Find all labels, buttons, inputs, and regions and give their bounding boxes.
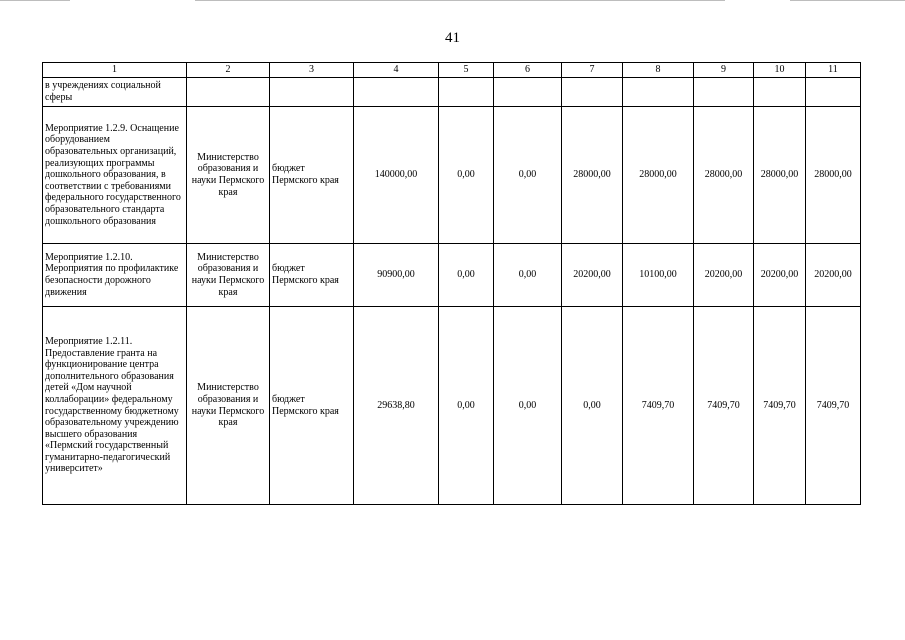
value-cell: 0,00: [439, 244, 494, 307]
column-header: 10: [754, 63, 806, 78]
value-cell: 29638,80: [354, 307, 439, 505]
value-cell: 7409,70: [806, 307, 861, 505]
value-cell: 20200,00: [694, 244, 754, 307]
value-cell: 7409,70: [694, 307, 754, 505]
value-cell: 0,00: [439, 107, 494, 244]
column-header: 7: [562, 63, 623, 78]
continuation-row: [43, 78, 861, 107]
funding-source-cell: бюджет Пермского края: [270, 307, 354, 505]
value-cell: 28000,00: [754, 107, 806, 244]
executor-cell: Министерство образования и науки Пермского края: [187, 107, 270, 244]
column-header: 4: [354, 63, 439, 78]
scan-edge-line: [790, 0, 905, 1]
column-header: 1: [43, 63, 187, 78]
header-row: [43, 63, 861, 78]
table-cell: [806, 78, 861, 107]
activity-name: в учреждениях социальной сферы: [43, 78, 187, 107]
value-cell: 0,00: [562, 307, 623, 505]
column-header: 6: [494, 63, 562, 78]
activity-name: Мероприятие 1.2.9. Оснащение оборудованием образовательных организаций, реализующих программы дошкольного образования, в соответствии с требованиями федерального государственного образовательного стандарта дошкольного образования: [43, 107, 187, 244]
activity-name: Мероприятие 1.2.11. Предоставление гранта на функционирование центра дополнительного образования детей «Дом научной коллаборации» федеральному государственному бюджетному образовательному учреждению высшего образования «Пермский государственный гуманитарно-педагогический университет»: [43, 307, 187, 505]
table-cell: [187, 78, 270, 107]
table-cell: [354, 78, 439, 107]
funding-source-cell: бюджет Пермского края: [270, 244, 354, 307]
value-cell: 140000,00: [354, 107, 439, 244]
column-header: 9: [694, 63, 754, 78]
table-cell: [439, 78, 494, 107]
value-cell: 7409,70: [754, 307, 806, 505]
funding-source-cell: бюджет Пермского края: [270, 107, 354, 244]
column-header: 2: [187, 63, 270, 78]
table-cell: [494, 78, 562, 107]
table-row: [43, 244, 861, 307]
column-header: 8: [623, 63, 694, 78]
table-cell: [754, 78, 806, 107]
column-header: 11: [806, 63, 861, 78]
scan-edge-line: [0, 0, 70, 1]
program-table: [42, 62, 861, 505]
column-header: 3: [270, 63, 354, 78]
column-header: 5: [439, 63, 494, 78]
table-cell: [562, 78, 623, 107]
value-cell: 28000,00: [806, 107, 861, 244]
executor-cell: Министерство образования и науки Пермского края: [187, 307, 270, 505]
value-cell: 0,00: [494, 244, 562, 307]
page-number: 41: [445, 30, 460, 46]
value-cell: 20200,00: [754, 244, 806, 307]
table-cell: [694, 78, 754, 107]
table-row: [43, 107, 861, 244]
table-row: [43, 307, 861, 505]
table-cell: [270, 78, 354, 107]
value-cell: 28000,00: [623, 107, 694, 244]
value-cell: 28000,00: [562, 107, 623, 244]
value-cell: 0,00: [494, 307, 562, 505]
table-cell: [623, 78, 694, 107]
value-cell: 20200,00: [806, 244, 861, 307]
value-cell: 90900,00: [354, 244, 439, 307]
value-cell: 0,00: [439, 307, 494, 505]
value-cell: 10100,00: [623, 244, 694, 307]
executor-cell: Министерство образования и науки Пермского края: [187, 244, 270, 307]
value-cell: 20200,00: [562, 244, 623, 307]
value-cell: 0,00: [494, 107, 562, 244]
value-cell: 7409,70: [623, 307, 694, 505]
value-cell: 28000,00: [694, 107, 754, 244]
scan-edge-line: [195, 0, 725, 1]
activity-name: Мероприятие 1.2.10. Мероприятия по профилактике безопасности дорожного движения: [43, 244, 187, 307]
